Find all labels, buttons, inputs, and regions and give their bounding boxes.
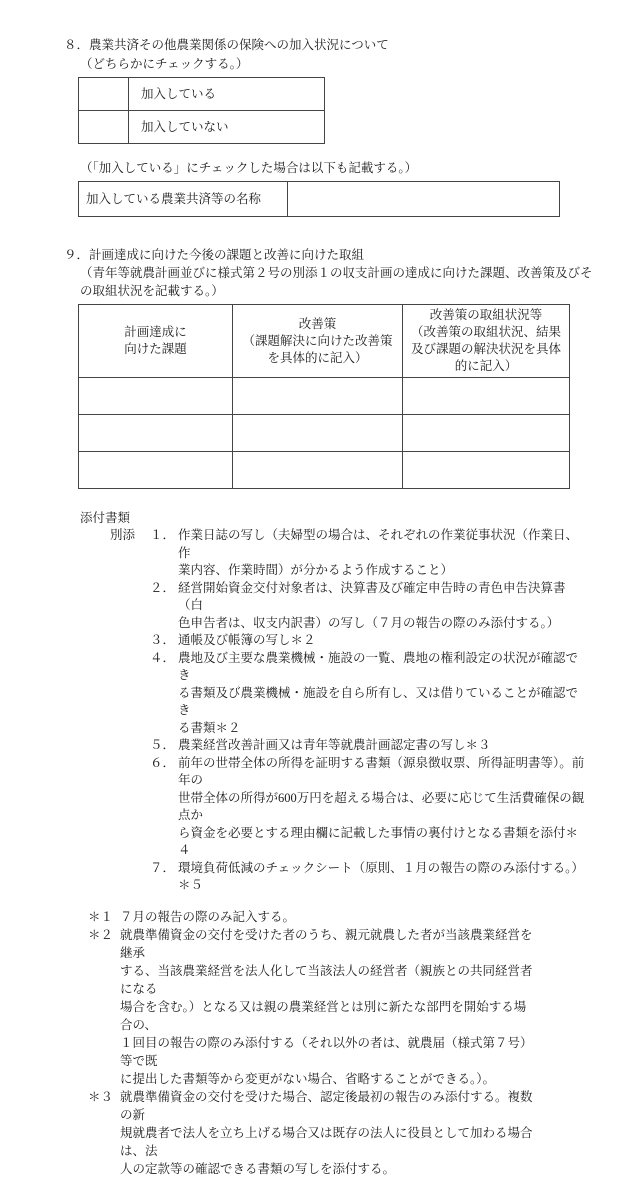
insurance-enrollment-table bbox=[78, 77, 325, 144]
section9-heading: ９．計画達成に向けた今後の課題と改善に向けた取組 bbox=[64, 248, 365, 262]
option-label-enrolled: 加入している bbox=[129, 78, 325, 111]
attachment-item bbox=[150, 580, 630, 633]
plan-issues-table bbox=[78, 304, 570, 489]
attachment-item-text: 経営開始資金交付対象者は、決算書及び確定申告時の青色申告決算書（白 色申告者は、収支内訳書）の写し（７月の報告の際のみ添付する。） bbox=[178, 580, 566, 630]
table-row bbox=[79, 378, 570, 415]
attachment-item-number: １． bbox=[150, 528, 176, 542]
checkbox-cell-enrolled[interactable] bbox=[79, 78, 129, 111]
section9-instruction: （青年等就農計画並びに様式第２号の別添１の収支計画の達成に向けた課題、改善策及びそ の取組状況を記載する。） bbox=[80, 266, 593, 298]
footnote-text: 就農準備資金の交付を受けた場合、認定後最初の報告のみ添付する。複数の新 規就農者で法人を立ち上げる場合又は既存の法人に役員として加わる場合は、法 人の定款等の確認できる書類の写しを添付する。 bbox=[120, 1089, 533, 1176]
plan-table-cell[interactable] bbox=[233, 378, 403, 415]
attachments-list bbox=[110, 527, 630, 895]
footnote-text: ７月の報告の際のみ記入する。 bbox=[120, 909, 296, 924]
plan-table-cell[interactable] bbox=[403, 378, 570, 415]
table-row bbox=[79, 415, 570, 452]
attachment-item-text: 環境負荷低減のチェックシート（原則、１月の報告の際のみ添付する。）＊５ bbox=[178, 860, 584, 892]
column-header-progress: 改善策の取組状況等 （改善策の取組状況、結果 及び課題の解決状況を具体 的に記入） bbox=[403, 305, 570, 378]
table-row bbox=[79, 182, 560, 217]
column-header-issues: 計画達成に 向けた課題 bbox=[79, 305, 233, 378]
attachment-item-number: ２． bbox=[150, 580, 176, 595]
kyosai-name-label: 加入している農業共済等の名称 bbox=[79, 182, 288, 217]
attachment-item-text: 農地及び主要な農業機械・施設の一覧、農地の権利設定の状況が確認でき る書類及び農業機械・施設を自ら所有し、又は借りていることが確認でき る書類＊２ bbox=[178, 650, 579, 735]
attachment-item bbox=[150, 860, 630, 895]
footnote-text: 就農準備資金の交付を受けた者のうち、親元就農した者が当該農業経営を継承 する、当該農業経営を法人化して当該法人の経営者（親族との共同経営者になる 場合を含む。）となる又は親の農業経営とは別に新たな部門を開始する場合の、 １回目の報告の際のみ添付する（それ以外の者は、就農届（様式第７号）等で既 に提出した書類等から変更がない場合、省略することができる。）。 bbox=[120, 927, 533, 1086]
attachment-item-number: ５． bbox=[150, 738, 176, 752]
footnote-marker: ＊３ bbox=[88, 1089, 114, 1104]
table-row bbox=[79, 452, 570, 489]
attachment-item bbox=[150, 527, 630, 580]
table-row bbox=[79, 78, 325, 111]
attachment-item-text: 通帳及び帳簿の写し＊２ bbox=[178, 633, 316, 647]
attachments-label: 別添 bbox=[110, 528, 136, 542]
attachment-item-number: ３． bbox=[150, 633, 176, 647]
attachment-item-number: ７． bbox=[150, 860, 176, 875]
footnote-marker: ＊１ bbox=[88, 909, 114, 924]
section8-heading: ８．農業共済その他農業関係の保険への加入状況について bbox=[64, 38, 389, 52]
option-label-not-enrolled: 加入していない bbox=[129, 111, 325, 144]
attachment-item-text: 農業経営改善計画又は青年等就農計画認定書の写し＊３ bbox=[178, 738, 491, 752]
attachment-item-text: 作業日誌の写し（夫婦型の場合は、それぞれの作業従事状況（作業日、作 業内容、作業時間）が分かるよう作成すること） bbox=[178, 528, 579, 577]
plan-table-cell[interactable] bbox=[79, 378, 233, 415]
attachment-item bbox=[150, 632, 630, 650]
section8-followup-note: （「加入している」にチェックした場合は以下も記載する。） bbox=[80, 161, 418, 175]
checkbox-cell-not-enrolled[interactable] bbox=[79, 111, 129, 144]
plan-table-cell[interactable] bbox=[403, 452, 570, 489]
attachments-items bbox=[150, 527, 630, 895]
footnote bbox=[88, 908, 630, 926]
attachment-item bbox=[150, 650, 630, 738]
attachment-item bbox=[150, 737, 630, 755]
section8-instruction: （どちらかにチェックする。） bbox=[80, 57, 249, 71]
plan-table-cell[interactable] bbox=[79, 452, 233, 489]
plan-table-cell[interactable] bbox=[403, 415, 570, 452]
kyosai-name-input-cell[interactable] bbox=[288, 182, 560, 217]
attachment-item-text: 前年の世帯全体の所得を証明する書類（源泉徴収票、所得証明書等）。前年の 世帯全体の所得が600万円を超える場合は、必要に応じて生活費確保の観点か ら資金を必要とする理由欄に記載した事情の裏付けとなる書類を添付＊４ bbox=[178, 755, 585, 857]
footnote bbox=[88, 1088, 630, 1178]
plan-table-cell[interactable] bbox=[233, 415, 403, 452]
table-row bbox=[79, 111, 325, 144]
plan-table-cell[interactable] bbox=[79, 415, 233, 452]
attachments-title: 添付書類 bbox=[80, 511, 131, 525]
column-header-improvements: 改善策 （課題解決に向けた改善策 を具体的に記入） bbox=[233, 305, 403, 378]
footnote-marker: ＊２ bbox=[88, 927, 114, 942]
attachment-item-number: ４． bbox=[150, 650, 176, 665]
footnotes bbox=[88, 908, 630, 1178]
plan-table-cell[interactable] bbox=[233, 452, 403, 489]
attachment-item-number: ６． bbox=[150, 755, 176, 770]
attachment-item bbox=[150, 755, 630, 860]
kyosai-name-table bbox=[78, 181, 560, 217]
table-header-row bbox=[79, 305, 570, 378]
footnote bbox=[88, 926, 630, 1088]
